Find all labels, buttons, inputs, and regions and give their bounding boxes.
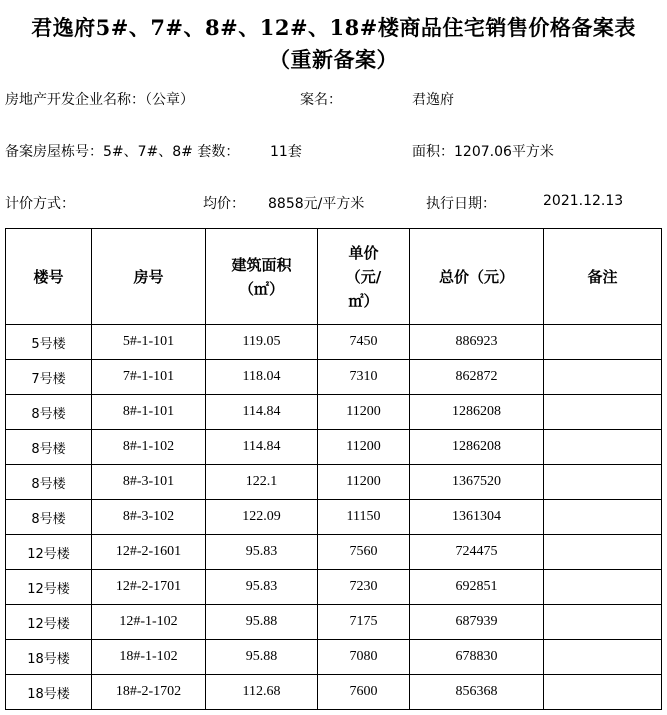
table-row [6, 640, 662, 675]
cell-unit-price: 7175 [318, 605, 410, 640]
cell-building: 8号楼 [6, 430, 92, 465]
cell-unit-price: 11200 [318, 395, 410, 430]
cell-unit-price: 7080 [318, 640, 410, 675]
cell-total: 862872 [410, 360, 544, 395]
units-count: 11套 [270, 144, 302, 160]
cell-total: 1286208 [410, 395, 544, 430]
header-area-line1: 建筑面积 [231, 255, 292, 274]
cell-remark [544, 675, 662, 710]
cell-remark [544, 535, 662, 570]
cell-remark [544, 360, 662, 395]
cell-room: 18#-2-1702 [92, 675, 206, 710]
cell-area: 95.83 [206, 535, 318, 570]
filing-buildings-label: 备案房屋栋号：5#、7#、8# 套数： [5, 144, 240, 160]
cell-room: 8#-3-101 [92, 465, 206, 500]
cell-area: 95.88 [206, 640, 318, 675]
pricing-method-label: 计价方式： [5, 196, 75, 212]
table-row [6, 570, 662, 605]
cell-remark [544, 325, 662, 360]
cell-unit-price: 7310 [318, 360, 410, 395]
header-remark: 备注 [544, 229, 662, 325]
table-row [6, 465, 662, 500]
cell-room: 8#-1-102 [92, 430, 206, 465]
cell-remark [544, 395, 662, 430]
table-row [6, 675, 662, 710]
price-table [5, 228, 662, 710]
table-row [6, 325, 662, 360]
project-name: 君逸府 [412, 92, 454, 108]
cell-building: 18号楼 [6, 675, 92, 710]
cell-area: 112.68 [206, 675, 318, 710]
effective-date: 2021.12.13 [543, 193, 624, 209]
cell-building: 12号楼 [6, 535, 92, 570]
document-title: 君逸府5#、7#、8#、12#、18#楼商品住宅销售价格备案表 [31, 15, 636, 40]
cell-building: 12号楼 [6, 570, 92, 605]
project-label: 案名： [300, 92, 342, 108]
header-total: 总价（元） [410, 229, 544, 325]
cell-unit-price: 11200 [318, 430, 410, 465]
developer-label: 房地产开发企业名称：（公章） [5, 92, 194, 108]
cell-total: 1361304 [410, 500, 544, 535]
header-area-line2: （㎡） [238, 279, 284, 298]
cell-building: 18号楼 [6, 640, 92, 675]
cell-unit-price: 7230 [318, 570, 410, 605]
cell-area: 122.09 [206, 500, 318, 535]
header-unit-price-line1: 单价 [348, 243, 379, 262]
cell-area: 114.84 [206, 430, 318, 465]
average-price-label: 均价： [203, 196, 245, 212]
header-unit-price [318, 229, 410, 325]
table-row [6, 360, 662, 395]
cell-building: 5号楼 [6, 325, 92, 360]
cell-total: 687939 [410, 605, 544, 640]
cell-remark [544, 605, 662, 640]
cell-total: 1367520 [410, 465, 544, 500]
cell-room: 12#-2-1601 [92, 535, 206, 570]
cell-total: 692851 [410, 570, 544, 605]
cell-unit-price: 7600 [318, 675, 410, 710]
table-row [6, 535, 662, 570]
cell-building: 8号楼 [6, 500, 92, 535]
cell-building: 8号楼 [6, 395, 92, 430]
header-building: 楼号 [6, 229, 92, 325]
cell-area: 122.1 [206, 465, 318, 500]
document-subtitle: （重新备案） [269, 47, 398, 72]
table-row [6, 395, 662, 430]
cell-total: 724475 [410, 535, 544, 570]
cell-room: 7#-1-101 [92, 360, 206, 395]
table-row [6, 430, 662, 465]
cell-area: 114.84 [206, 395, 318, 430]
table-row [6, 605, 662, 640]
cell-area: 118.04 [206, 360, 318, 395]
header-unit-price-line2: （元/ [345, 267, 382, 286]
effective-date-label: 执行日期： [426, 196, 496, 212]
cell-total: 886923 [410, 325, 544, 360]
cell-area: 95.83 [206, 570, 318, 605]
cell-unit-price: 7450 [318, 325, 410, 360]
cell-room: 18#-1-102 [92, 640, 206, 675]
cell-unit-price: 11150 [318, 500, 410, 535]
header-unit-price-line3: ㎡） [348, 291, 379, 310]
table-row [6, 500, 662, 535]
header-area [206, 229, 318, 325]
cell-unit-price: 11200 [318, 465, 410, 500]
cell-remark [544, 640, 662, 675]
cell-remark [544, 465, 662, 500]
cell-unit-price: 7560 [318, 535, 410, 570]
area-label: 面积：1207.06平方米 [412, 144, 554, 160]
average-price: 8858元/平方米 [268, 196, 365, 212]
cell-remark [544, 570, 662, 605]
cell-room: 12#-1-102 [92, 605, 206, 640]
table-header-row [6, 229, 662, 325]
cell-total: 678830 [410, 640, 544, 675]
cell-room: 8#-1-101 [92, 395, 206, 430]
cell-building: 7号楼 [6, 360, 92, 395]
header-room: 房号 [92, 229, 206, 325]
cell-remark [544, 500, 662, 535]
cell-total: 1286208 [410, 430, 544, 465]
cell-room: 8#-3-102 [92, 500, 206, 535]
cell-building: 12号楼 [6, 605, 92, 640]
cell-room: 5#-1-101 [92, 325, 206, 360]
cell-area: 119.05 [206, 325, 318, 360]
cell-area: 95.88 [206, 605, 318, 640]
cell-room: 12#-2-1701 [92, 570, 206, 605]
cell-remark [544, 430, 662, 465]
cell-total: 856368 [410, 675, 544, 710]
cell-building: 8号楼 [6, 465, 92, 500]
